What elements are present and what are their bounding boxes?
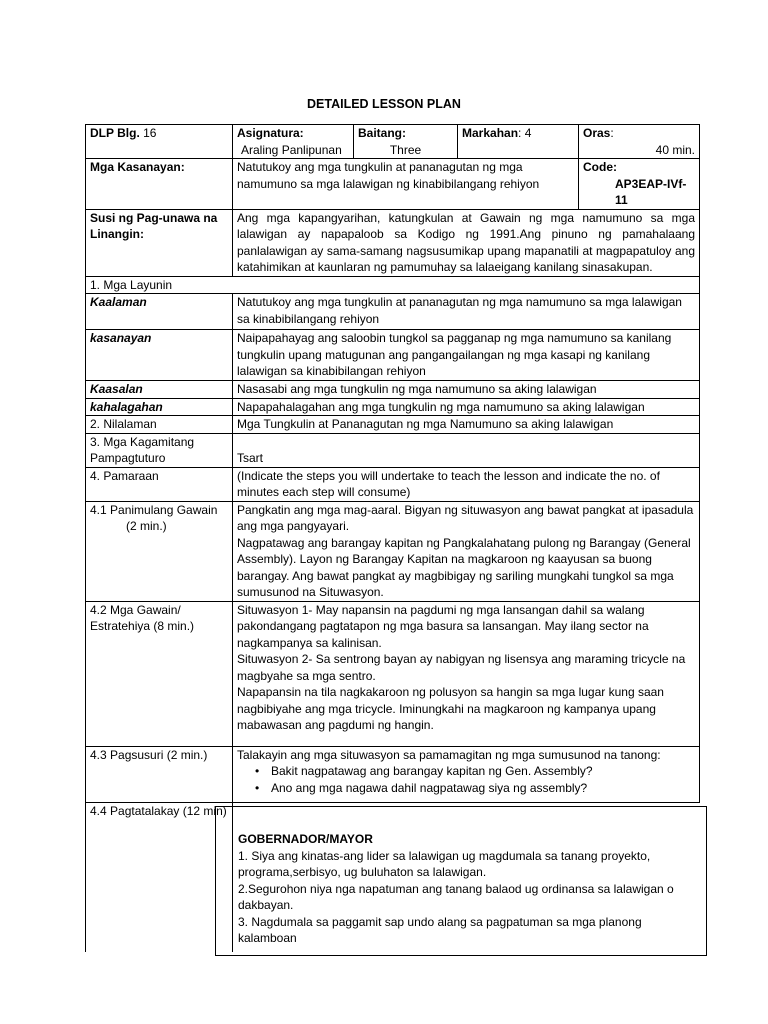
kasanayan-sub-label: kasanayan — [86, 330, 233, 381]
panimulang-cell — [86, 501, 233, 601]
oras-cell — [579, 125, 700, 159]
kagamitan-label: 3. Mga Kagamitang Pampagtuturo — [86, 433, 233, 467]
pagtatalakay-l3: 3. Nagdumala sa paggamit sap undo alang sa pagpatuman sa mga planong kalamboan — [238, 914, 642, 945]
pagtatalakay-l2: 2.Segurohon niya nga napatuman ang tanang balaod ug ordinansa sa lalawigan o dakbayan. — [238, 881, 674, 912]
gawain-s2: Situwasyon 2- Sa sentrong bayan ay nabigyan ng lisensya ang maraming tricycle na magbyahe sa mga sentro. — [237, 652, 686, 683]
kaalaman-text: Natutukoy ang mga tungkulin at pananagutan ng mga namumuno sa mga lalawigan sa kinabibilangang rehiyon — [233, 294, 700, 330]
pagsusuri-label: 4.3 Pagsusuri (2 min.) — [86, 746, 233, 802]
pagtatalakay-label: 4.4 Pagtatalakay (12 min) — [86, 802, 233, 952]
kaasalan-text: Nasasabi ang mga tungkulin ng mga namumuno sa aking lalawigan — [233, 380, 700, 398]
oras-label: Oras — [583, 126, 611, 140]
baitang-cell — [354, 125, 458, 159]
pagtatalakay-l1: 1. Siya ang kinatas-ang lider sa lalawigan ug magdumala sa tanang proyekto, programa,serbisyo, ug buluhaton sa lalawigan. — [238, 848, 651, 879]
kaasalan-label: Kaasalan — [86, 380, 233, 398]
dlp-value: 16 — [143, 126, 157, 140]
code-label: Code: — [583, 160, 617, 174]
dlp-cell — [86, 125, 233, 159]
asignatura-cell — [233, 125, 354, 159]
gawain-content — [233, 601, 700, 746]
baitang-label: Baitang: — [358, 126, 406, 140]
panimulang-label: 4.1 Panimulang Gawain — [90, 502, 218, 517]
markahan-label: Markahan — [462, 126, 519, 140]
pagsusuri-intro: Talakayin ang mga situwasyon sa pamamagitan ng mga sumusunod na tanong: — [237, 747, 661, 762]
pagsusuri-content — [233, 746, 700, 802]
kagamitan-text: Tsart — [233, 433, 700, 467]
layunin-label: 1. Mga Layunin — [86, 276, 700, 294]
kahalagahan-text: Napapahalagahan ang mga tungkulin ng mga namumuno sa aking lalawigan — [233, 398, 700, 416]
baitang-value: Three — [389, 142, 422, 157]
panimulang-time: (2 min.) — [126, 519, 167, 533]
susi-label: Susi ng Pag-unawa na Linangin: — [86, 209, 233, 276]
asignatura-value: Araling Panlipunan — [241, 142, 342, 157]
gawain-s1: Situwasyon 1- May napansin na pagdumi ng mga lansangan dahil sa walang pakondangang pagtatapon ng mga basura sa lansangan. May ilang sector na nagkampanya sa kalinisan. — [237, 602, 649, 650]
pamaraan-text: (Indicate the steps you will undertake to teach the lesson and indicate the no. of minutes each step will consume) — [233, 467, 700, 501]
kahalagahan-label: kahalagahan — [86, 398, 233, 416]
dlp-label: DLP Blg. — [90, 126, 140, 140]
gawain-label: 4.2 Mga Gawain/ Estratehiya (8 min.) — [86, 601, 233, 746]
kaalaman-label: Kaalaman — [86, 294, 233, 330]
kasanayan-sub-text: Naipapahayag ang saloobin tungkol sa pagganap ng mga namumuno sa kanilang tungkulin upang matugunan ang pangangailangan ng mga kasapi ng kanilang lalawigan sa kinabibilangan rehiyon — [233, 330, 700, 381]
pagtatalakay-heading: GOBERNADOR/MAYOR — [238, 832, 373, 846]
code-value: AP3EAP-IVf-11 — [615, 176, 687, 207]
pagsusuri-q2: • Ano ang mga nagawa dahil nagpatawag siya ng assembly? — [271, 780, 695, 797]
panimulang-content — [233, 501, 700, 601]
nilalaman-text: Mga Tungkulin at Pananagutan ng mga Namumuno sa aking lalawigan — [233, 416, 700, 434]
panimulang-p1: Pangkatin ang mga mag-aaral. Bigyan ng situwasyon ang bawat pangkat at ipasadula ang mga pangyayari. — [237, 502, 694, 533]
asignatura-label: Asignatura: — [237, 126, 304, 140]
pagsusuri-questions — [237, 763, 695, 796]
gawain-s3: Napapansin na tila nagkakaroon ng polusyon sa hangin sa mga lugar kung saan nagbibiyahe ang mga tricycle. Iminungkahi na magkaroon ng kampanya upang mabawasan ang pagdumi ng hangin. — [237, 685, 664, 732]
code-cell — [579, 159, 700, 210]
markahan-cell — [458, 125, 579, 159]
document-title: DETAILED LESSON PLAN — [307, 97, 461, 111]
kasanayan-label: Mga Kasanayan: — [86, 159, 233, 210]
susi-text: Ang mga kapangyarihan, katungkulan at Gawain ng mga namumuno sa mga lalawigan ay napapaloob sa Kodigo ng 1991.Ang pinuno ng pamahalaang panlalawigan ay sama-samang nagsusumikap upang mapanatili at magpapatuloy ang katahimikan at kaunlaran ng pamumuhay sa lalaeigang kanilang sinasakupan. — [233, 209, 700, 276]
pagtatalakay-box — [215, 806, 707, 956]
panimulang-p2: Nagpatawag ang barangay kapitan ng Pangkalahatang pulong ng Barangay (General Assembly). Layon ng Barangay Kapitan na magkaroon ng kaayusan sa buong barangay. Ang bawat pangkat ay magbibigay ng sariling mungkahi tungkol sa mga sumusunod na Situwasyon. — [237, 535, 691, 599]
oras-colon: : — [610, 126, 614, 140]
pamaraan-label: 4. Pamaraan — [86, 467, 233, 501]
kasanayan-text: Natutukoy ang mga tungkulin at pananagutan ng mga namumuno sa mga lalawigan ng kinabibilangang rehiyon — [233, 159, 579, 210]
markahan-value: : 4 — [518, 126, 532, 140]
pagsusuri-q1: • Bakit nagpatawag ang barangay kapitan ng Gen. Assembly? — [271, 763, 695, 780]
nilalaman-label: 2. Nilalaman — [86, 416, 233, 434]
oras-value: 40 min. — [655, 142, 695, 157]
